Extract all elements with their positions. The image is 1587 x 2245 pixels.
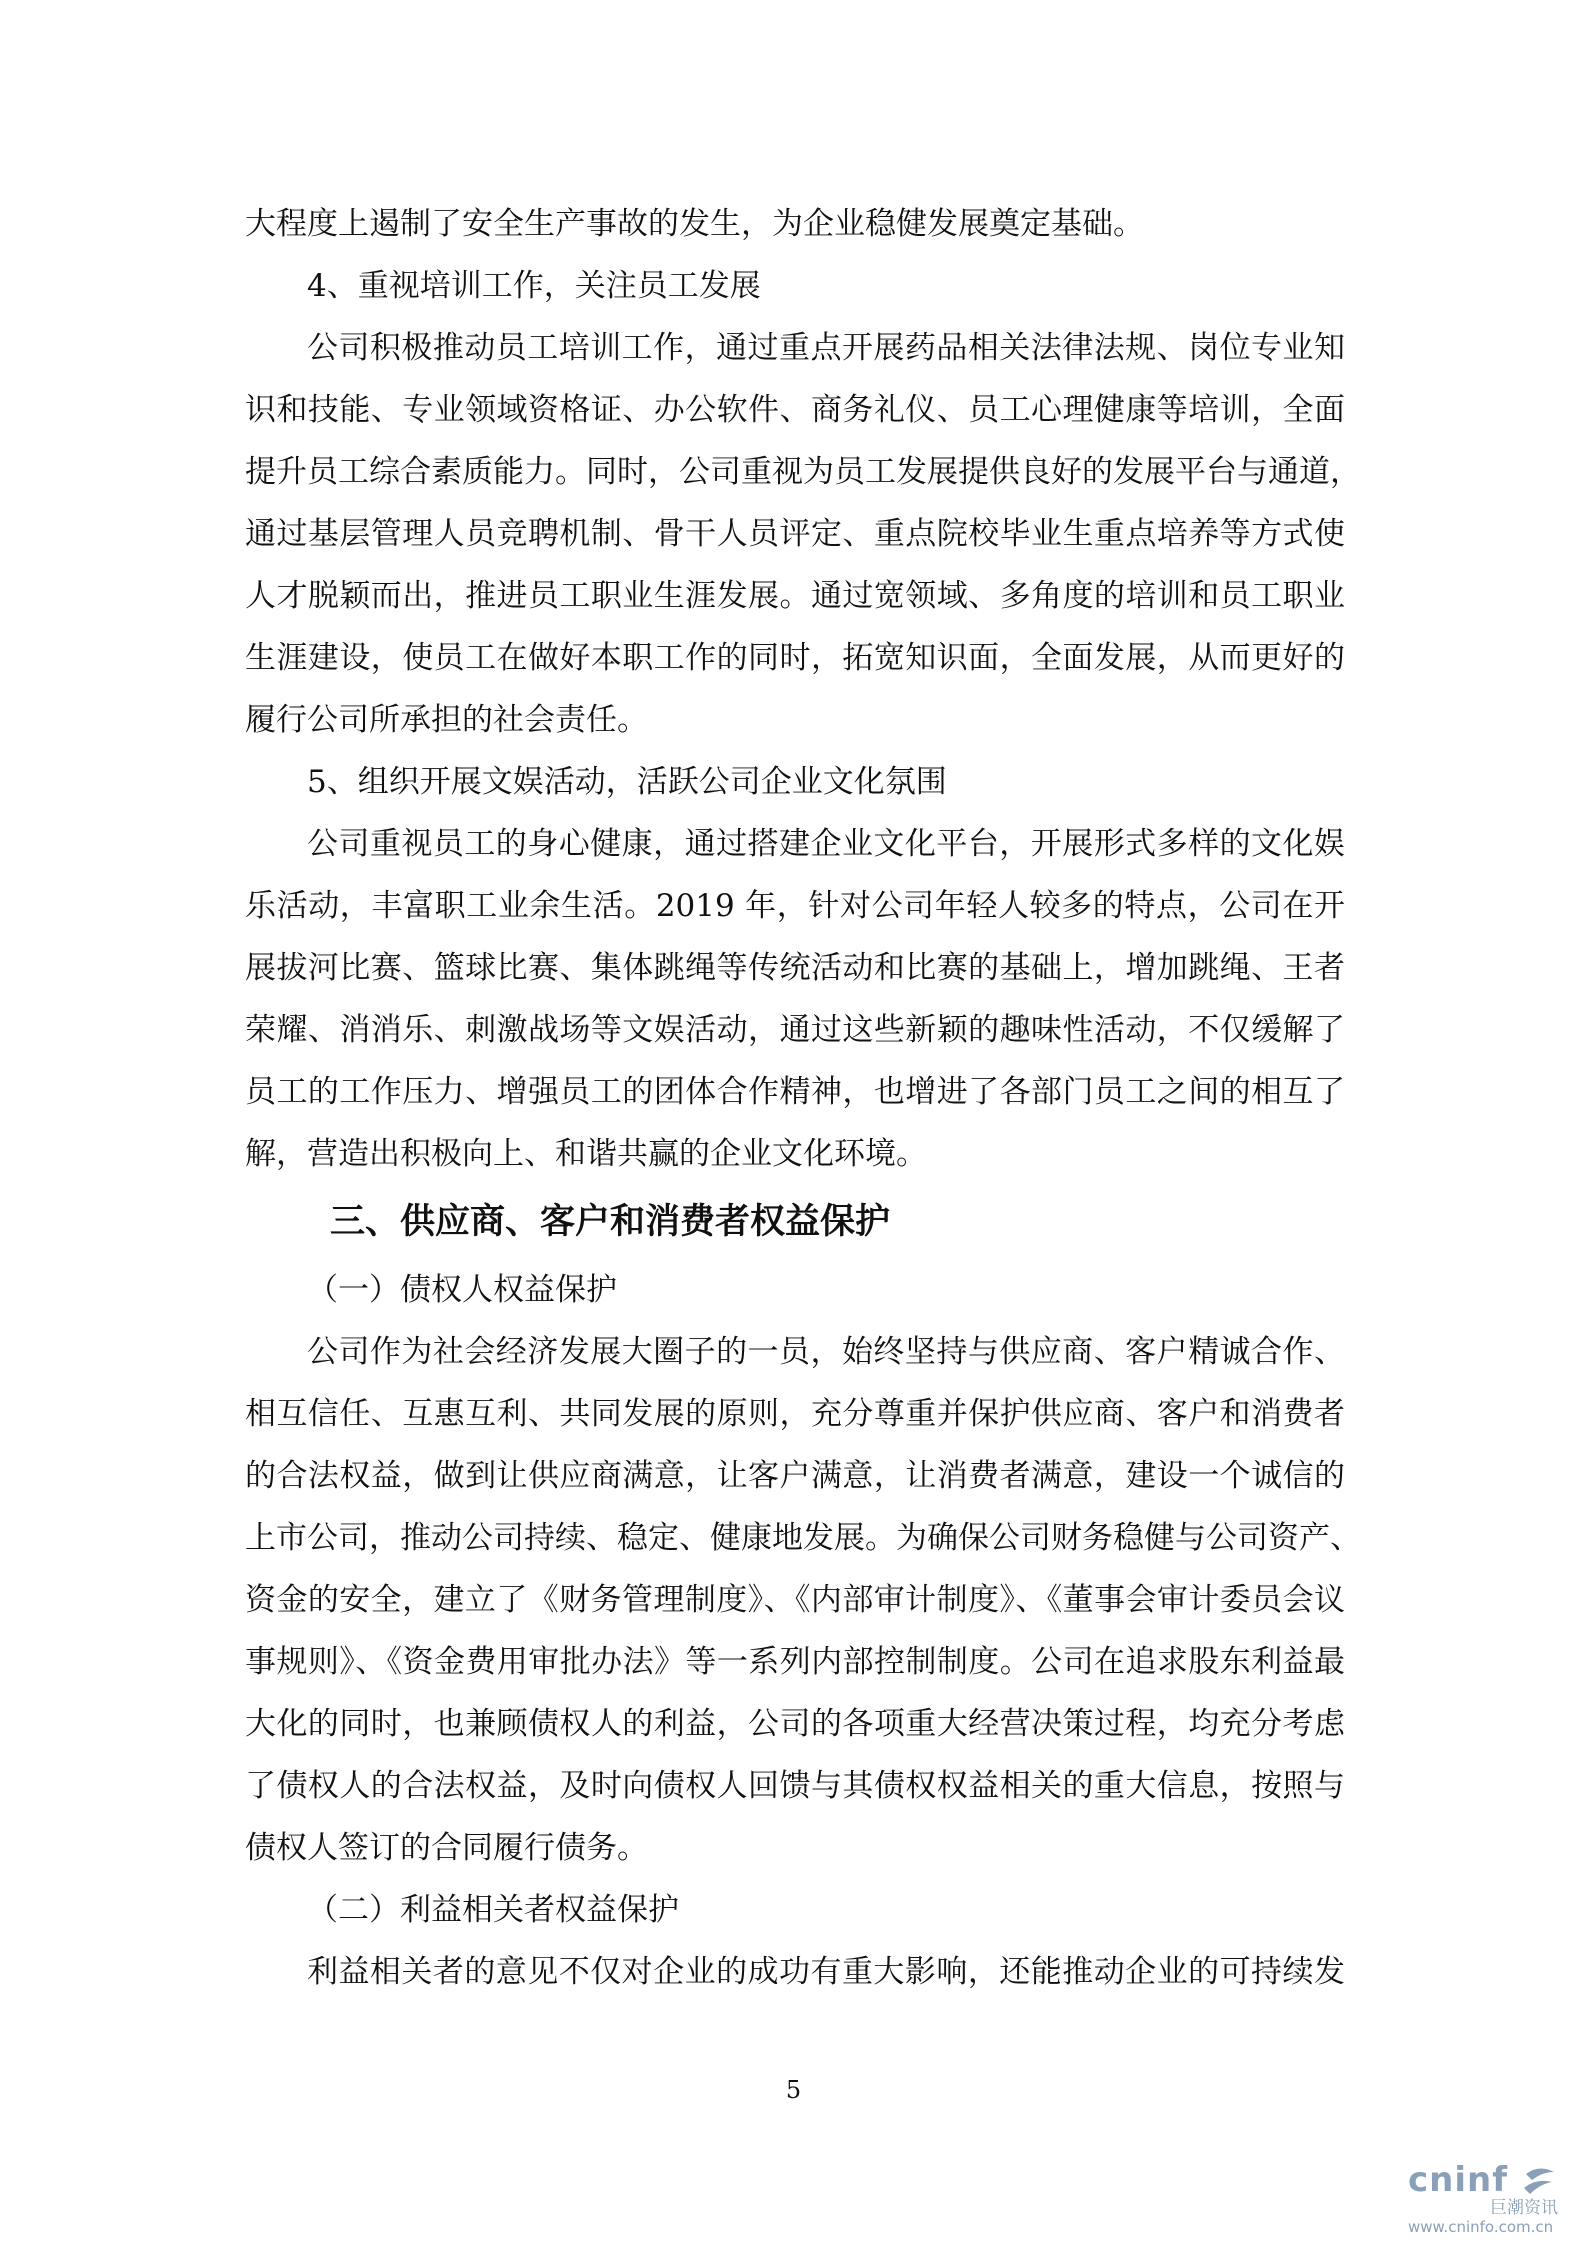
section-heading: 三、供应商、客户和消费者权益保护 bbox=[330, 1202, 891, 1242]
body-line: 上市公司，推动公司持续、稳定、健康地发展。为确保公司财务稳健与公司资产、 bbox=[245, 1520, 1361, 1556]
logo-url: www.cninfo.com.cn bbox=[1408, 2218, 1554, 2236]
subsection-heading: （一）债权人权益保护 bbox=[307, 1272, 617, 1308]
body-line: 生涯建设，使员工在做好本职工作的同时，拓宽知识面，全面发展，从而更好的 bbox=[245, 640, 1345, 676]
body-line: 识和技能、专业领域资格证、办公软件、商务礼仪、员工心理健康等培训，全面 bbox=[245, 392, 1345, 428]
item-heading-5: 5、组织开展文娱活动，活跃公司企业文化氛围 bbox=[307, 764, 947, 800]
logo-wordmark: cninf bbox=[1408, 2160, 1509, 2200]
item-heading-4: 4、重视培训工作，关注员工发展 bbox=[307, 268, 761, 304]
body-line: 的合法权益，做到让供应商满意，让客户满意，让消费者满意，建设一个诚信的 bbox=[245, 1458, 1345, 1494]
body-line: 大化的同时，也兼顾债权人的利益，公司的各项重大经营决策过程，均充分考虑 bbox=[245, 1706, 1345, 1742]
body-line: 员工的工作压力、增强员工的团体合作精神，也增进了各部门员工之间的相互了 bbox=[245, 1074, 1345, 1110]
logo-chinese-name: 巨潮资讯 bbox=[1490, 2198, 1558, 2218]
subsection-heading: （二）利益相关者权益保护 bbox=[307, 1892, 679, 1928]
page-number: 5 bbox=[785, 2076, 802, 2104]
body-line: 了债权人的合法权益，及时向债权人回馈与其债权权益相关的重大信息，按照与 bbox=[245, 1768, 1345, 1804]
body-line: 大程度上遏制了安全生产事故的发生，为企业稳健发展奠定基础。 bbox=[245, 206, 1144, 242]
body-line: 债权人签订的合同履行债务。 bbox=[245, 1830, 648, 1866]
body-line: 相互信任、互惠互利、共同发展的原则，充分尊重并保护供应商、客户和消费者 bbox=[245, 1396, 1345, 1432]
body-line: 解，营造出积极向上、和谐共赢的企业文化环境。 bbox=[245, 1136, 927, 1172]
body-line: 展拔河比赛、篮球比赛、集体跳绳等传统活动和比赛的基础上，增加跳绳、王者 bbox=[245, 950, 1345, 986]
body-line: 提升员工综合素质能力。同时，公司重视为员工发展提供良好的发展平台与通道， bbox=[245, 454, 1361, 490]
body-line: 公司积极推动员工培训工作，通过重点开展药品相关法律法规、岗位专业知 bbox=[307, 330, 1345, 366]
body-line: 事规则》、《资金费用审批办法》等一系列内部控制制度。公司在追求股东利益最 bbox=[245, 1644, 1345, 1680]
body-line: 履行公司所承担的社会责任。 bbox=[245, 702, 648, 738]
body-line: 资金的安全，建立了《财务管理制度》、《内部审计制度》、《董事会审计委员会议 bbox=[245, 1582, 1345, 1618]
body-line: 公司重视员工的身心健康，通过搭建企业文化平台，开展形式多样的文化娱 bbox=[307, 826, 1345, 862]
cninfo-logo bbox=[1400, 2160, 1580, 2240]
cninfo-mark-icon bbox=[1520, 2164, 1558, 2198]
body-line: 利益相关者的意见不仅对企业的成功有重大影响，还能推动企业的可持续发 bbox=[307, 1954, 1345, 1990]
body-line: 通过基层管理人员竞聘机制、骨干人员评定、重点院校毕业生重点培养等方式使 bbox=[245, 516, 1345, 552]
body-line: 公司作为社会经济发展大圈子的一员，始终坚持与供应商、客户精诚合作、 bbox=[307, 1334, 1345, 1370]
body-line: 荣耀、消消乐、刺激战场等文娱活动，通过这些新颖的趣味性活动，不仅缓解了 bbox=[245, 1012, 1345, 1048]
body-line: 乐活动，丰富职工业余生活。2019 年，针对公司年轻人较多的特点，公司在开 bbox=[245, 888, 1345, 924]
body-line: 人才脱颖而出，推进员工职业生涯发展。通过宽领域、多角度的培训和员工职业 bbox=[245, 578, 1345, 614]
